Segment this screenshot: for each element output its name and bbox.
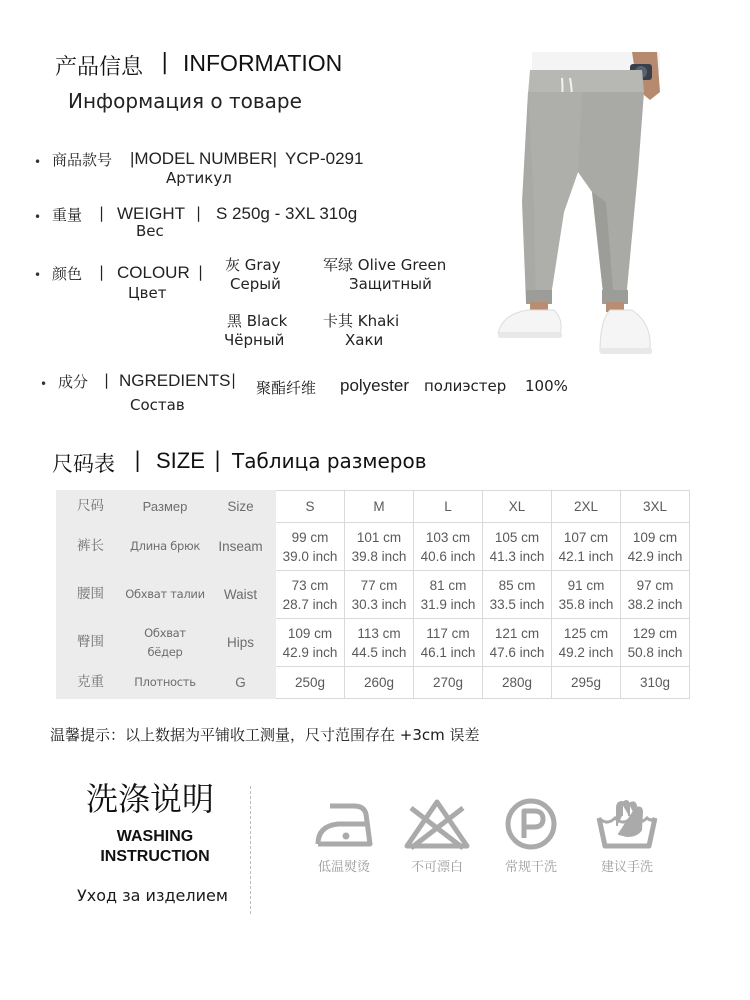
info-title-cn: 产品信息	[55, 55, 144, 80]
table-cell: 103 cm 40.6 inch	[414, 523, 483, 571]
colour-option-black: 黑 Black	[227, 312, 288, 330]
ingredients-label-cn: 成分	[58, 373, 89, 391]
table-cell: 280g	[483, 667, 552, 699]
header-size-xl: XL	[483, 491, 552, 523]
size-table-row-hips	[57, 619, 690, 667]
header-size-m: M	[345, 491, 414, 523]
weight-separator-1: |	[99, 204, 105, 222]
header-size-l: L	[414, 491, 483, 523]
washing-item-iron	[304, 796, 384, 886]
table-cell: 270g	[414, 667, 483, 699]
dry-clean-p-icon	[491, 796, 571, 852]
ingredients-separator-2: |	[231, 371, 237, 389]
weight-label-ru: Вес	[136, 222, 164, 240]
table-cell: 99 cm 39.0 inch	[276, 523, 345, 571]
ingredients-separator-1: |	[104, 371, 110, 389]
row-label-cn: 克重	[57, 667, 125, 699]
row-label-ru: Обхват талии	[125, 571, 206, 619]
row-label-en: Waist	[206, 571, 276, 619]
table-cell: 129 cm 50.8 inch	[621, 619, 690, 667]
table-cell: 105 cm 41.3 inch	[483, 523, 552, 571]
info-title-ru: Информация о товаре	[68, 89, 302, 113]
colour-option-gray: 灰 Gray	[225, 256, 281, 274]
size-title-en: SIZE	[156, 448, 205, 473]
ingredients-label-ru: Состав	[130, 396, 185, 414]
info-title-separator: |	[161, 50, 169, 75]
row-label-cn: 裤长	[57, 523, 125, 571]
table-cell: 109 cm 42.9 inch	[276, 619, 345, 667]
colour-separator-2: |	[198, 263, 204, 281]
table-cell: 73 cm 28.7 inch	[276, 571, 345, 619]
colour-option-khaki-ru: Хаки	[345, 331, 384, 349]
table-cell: 77 cm 30.3 inch	[345, 571, 414, 619]
row-label-cn: 臀围	[57, 619, 125, 667]
washing-divider	[250, 786, 251, 914]
row-label-en: Inseam	[206, 523, 276, 571]
row-label-cn: 腰围	[57, 571, 125, 619]
size-table-row-waist	[57, 571, 690, 619]
washing-title-cn: 洗涤说明	[86, 780, 215, 818]
model-label-cn: 商品款号	[52, 151, 113, 169]
model-label-en: |MODEL NUMBER|	[130, 149, 278, 168]
low-temperature-iron-icon	[304, 796, 384, 852]
weight-separator-2: |	[196, 204, 202, 222]
product-image-pants	[492, 52, 662, 362]
row-label-ru: Плотность	[125, 667, 206, 699]
weight-label-en: WEIGHT	[117, 204, 185, 223]
size-table	[56, 490, 690, 699]
washing-title-ru: Уход за изделием	[77, 886, 228, 905]
table-cell: 260g	[345, 667, 414, 699]
row-label-en: Hips	[206, 619, 276, 667]
washing-title-en-2: INSTRUCTION	[100, 848, 210, 865]
washing-item-handwash	[587, 796, 667, 886]
washing-label-dryclean: 常规干洗	[504, 860, 557, 875]
row-label-ru: Обхват бёдер	[125, 619, 206, 667]
colour-separator-1: |	[99, 263, 105, 281]
header-cell-cn: 尺码	[57, 491, 125, 523]
pants-illustration	[492, 52, 662, 362]
table-cell: 310g	[621, 667, 690, 699]
table-cell: 101 cm 39.8 inch	[345, 523, 414, 571]
washing-label-handwash: 建议手洗	[600, 860, 653, 875]
size-table-row-density	[57, 667, 690, 699]
washing-title-en-1: WASHING	[116, 828, 194, 845]
colour-option-gray-ru: Серый	[230, 275, 281, 293]
size-title-separator-1: |	[134, 448, 142, 472]
model-label-ru: Артикул	[166, 169, 232, 187]
weight-bullet: •	[34, 210, 42, 224]
colour-label-ru: Цвет	[128, 284, 167, 302]
header-cell-en: Size	[206, 491, 276, 523]
ingredients-label-en: NGREDIENTS	[119, 371, 231, 390]
table-cell: 125 cm 49.2 inch	[552, 619, 621, 667]
colour-label-cn: 颜色	[52, 265, 83, 283]
header-size-2xl: 2XL	[552, 491, 621, 523]
do-not-bleach-icon	[397, 796, 477, 852]
table-cell: 107 cm 42.1 inch	[552, 523, 621, 571]
table-cell: 117 cm 46.1 inch	[414, 619, 483, 667]
washing-label-bleach: 不可漂白	[410, 860, 463, 875]
size-title-separator-2: |	[214, 448, 222, 472]
table-cell: 81 cm 31.9 inch	[414, 571, 483, 619]
washing-label-iron: 低温熨烫	[317, 860, 370, 875]
ingredients-value-cn: 聚酯纤维	[256, 379, 317, 397]
header-size-s: S	[276, 491, 345, 523]
table-cell: 295g	[552, 667, 621, 699]
hand-wash-icon	[587, 796, 667, 852]
row-label-ru: Длина брюк	[125, 523, 206, 571]
ingredients-percent: 100%	[525, 377, 568, 395]
size-table-header-row	[57, 491, 690, 523]
weight-value: S 250g - 3XL 310g	[216, 204, 358, 223]
header-cell-ru: Размер	[125, 491, 206, 523]
colour-option-khaki: 卡其 Khaki	[323, 312, 400, 330]
model-bullet: •	[34, 155, 42, 169]
ingredients-bullet: •	[40, 377, 48, 391]
table-cell: 113 cm 44.5 inch	[345, 619, 414, 667]
info-title-en: INFORMATION	[183, 50, 343, 76]
size-title-cn: 尺码表	[52, 452, 115, 476]
size-title-ru: Таблица размеров	[232, 449, 427, 473]
model-value: YCP-0291	[285, 149, 364, 168]
table-cell: 250g	[276, 667, 345, 699]
table-cell: 121 cm 47.6 inch	[483, 619, 552, 667]
colour-option-black-ru: Чёрный	[224, 331, 285, 349]
header-size-3xl: 3XL	[621, 491, 690, 523]
ingredients-value-en: polyester	[340, 376, 409, 395]
colour-bullet: •	[34, 268, 42, 282]
row-label-en: G	[206, 667, 276, 699]
size-table-row-inseam	[57, 523, 690, 571]
measurement-note: 温馨提示：以上数据为平铺收工测量，尺寸范围存在 +3cm 误差	[50, 726, 480, 744]
colour-label-en: COLOUR	[117, 263, 190, 282]
ingredients-value-ru: полиэстер	[424, 377, 507, 395]
colour-option-olive: 军绿 Olive Green	[323, 256, 447, 274]
weight-label-cn: 重量	[52, 206, 83, 224]
table-cell: 97 cm 38.2 inch	[621, 571, 690, 619]
table-cell: 109 cm 42.9 inch	[621, 523, 690, 571]
washing-item-bleach	[397, 796, 477, 886]
washing-item-dryclean	[491, 796, 571, 886]
table-cell: 85 cm 33.5 inch	[483, 571, 552, 619]
table-cell: 91 cm 35.8 inch	[552, 571, 621, 619]
colour-option-olive-ru: Защитный	[349, 275, 432, 293]
